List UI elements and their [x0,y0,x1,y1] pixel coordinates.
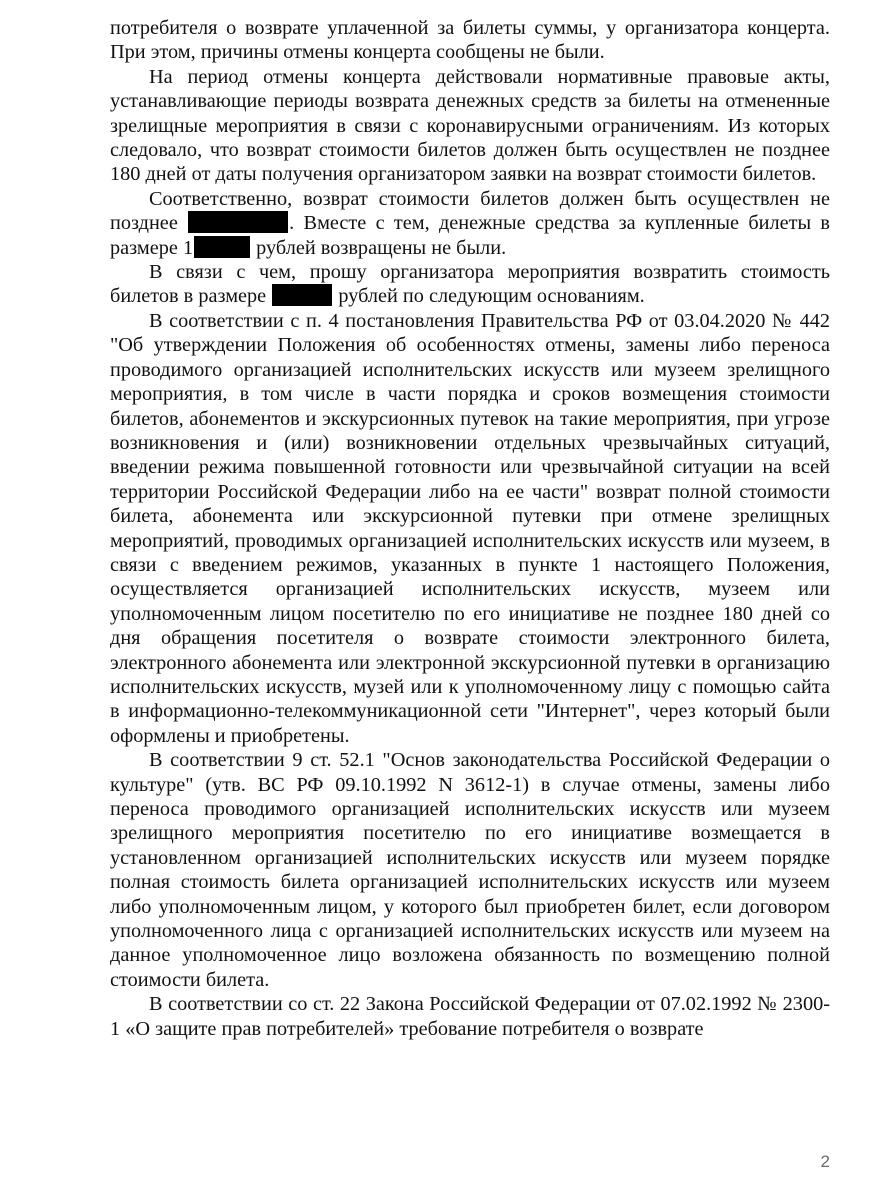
paragraph-refund-deadline-text-b: . Вместе с тем, денежные средства за купленные билеты в размере [110,212,830,259]
redacted-amount-request [272,284,332,306]
paragraph-request-text-a: В связи с чем, прошу организатора мероприятия возвратить стоимость билетов в размере [110,261,830,308]
paragraph-request-text-b: рублей по следующим основаниям. [338,285,645,308]
page-number: 2 [820,1152,830,1171]
amount-leading-digit: 1 [182,236,194,259]
paragraph-culture-law: В соответствии 9 ст. 52.1 "Основ законодательства Российской Федерации о культуре" (утв. ВС РФ 09.10.1992 N 3612-1) в случае отмены, замены либо переноса проводимого организацией исполнительских искусств или музеем зрелищного мероприятия посетителю по его инициативе возмещается в установленном организацией исполнительских искусств или музеем порядке полная стоимость билета организацией исполнительских искусств или музеем либо уполномоченным лицом, у которого был приобретен билет, если договором уполномоченного лица с организацией исполнительских искусств или музеем на данное уполномоченное лицо возложена обязанность по возмещению полной стоимости билета. [110,749,830,991]
paragraph-continuation: потребителя о возврате уплаченной за билеты суммы, у организатора концерта. При этом, причины отмены концерта сообщены не были. [110,17,830,64]
paragraph-refund-deadline [110,187,830,260]
redacted-date [188,211,288,233]
paragraph-refund-deadline-text-c: рублей возвращены не были. [256,236,507,259]
paragraph-resolution-442: В соответствии с п. 4 постановления Правительства РФ от 03.04.2020 № 442 "Об утверждении Положения об особенностях отмены, замены либо переноса проводимого организацией исполнительских искусств или музеем зрелищного мероприятия, в том числе в части порядка и сроков возмещения стоимости билетов, абонементов и экскурсионных путевок на такие мероприятия, при угрозе возникновения и (или) возникновении отдельных чрезвычайных ситуаций, введении режима повышенной готовности или чрезвычайной ситуации на всей территории Российской Федерации либо на ее части" возврат полной стоимости билета, абонемента или экскурсионной путевки при отмене зрелищных мероприятий, проводимых организацией исполнительских искусств или музеем, в связи с введением режимов, указанных в пункте 1 настоящего Положения, осуществляется организацией исполнительских искусств, музеем или уполномоченным лицом посетителю по его инициативе не позднее 180 дней со дня обращения посетителя о возврате стоимости электронного билета, электронного абонемента или электронной экскурсионной путевки в организацию исполнительских искусств, музей или к уполномоченному лицу с помощью сайта в информационно-телекоммуникационной сети "Интернет", через который были оформлены и приобретены. [110,309,830,747]
redacted-amount [194,236,250,258]
paragraph-refund-deadline-text-a: Соответственно, возврат стоимости билетов должен быть осуществлен не позднее [110,187,830,235]
paragraph-refund-periods: На период отмены концерта действовали нормативные правовые акты, устанавливающие периоды возврата денежных средств за билеты на отмененные зрелищные мероприятия в связи с коронавирусными ограничениям. Из которых следовало, что возврат стоимости билетов должен быть осуществлен не позднее 180 дней от даты получения организатором заявки на возврат стоимости билетов. [110,65,830,186]
document-page [110,16,830,1041]
paragraph-consumer-law: В соответствии со ст. 22 Закона Российской Федерации от 07.02.1992 № 2300-1 «О защите прав потребителей» требование потребителя о возврате [110,993,830,1040]
paragraph-request [110,260,830,309]
